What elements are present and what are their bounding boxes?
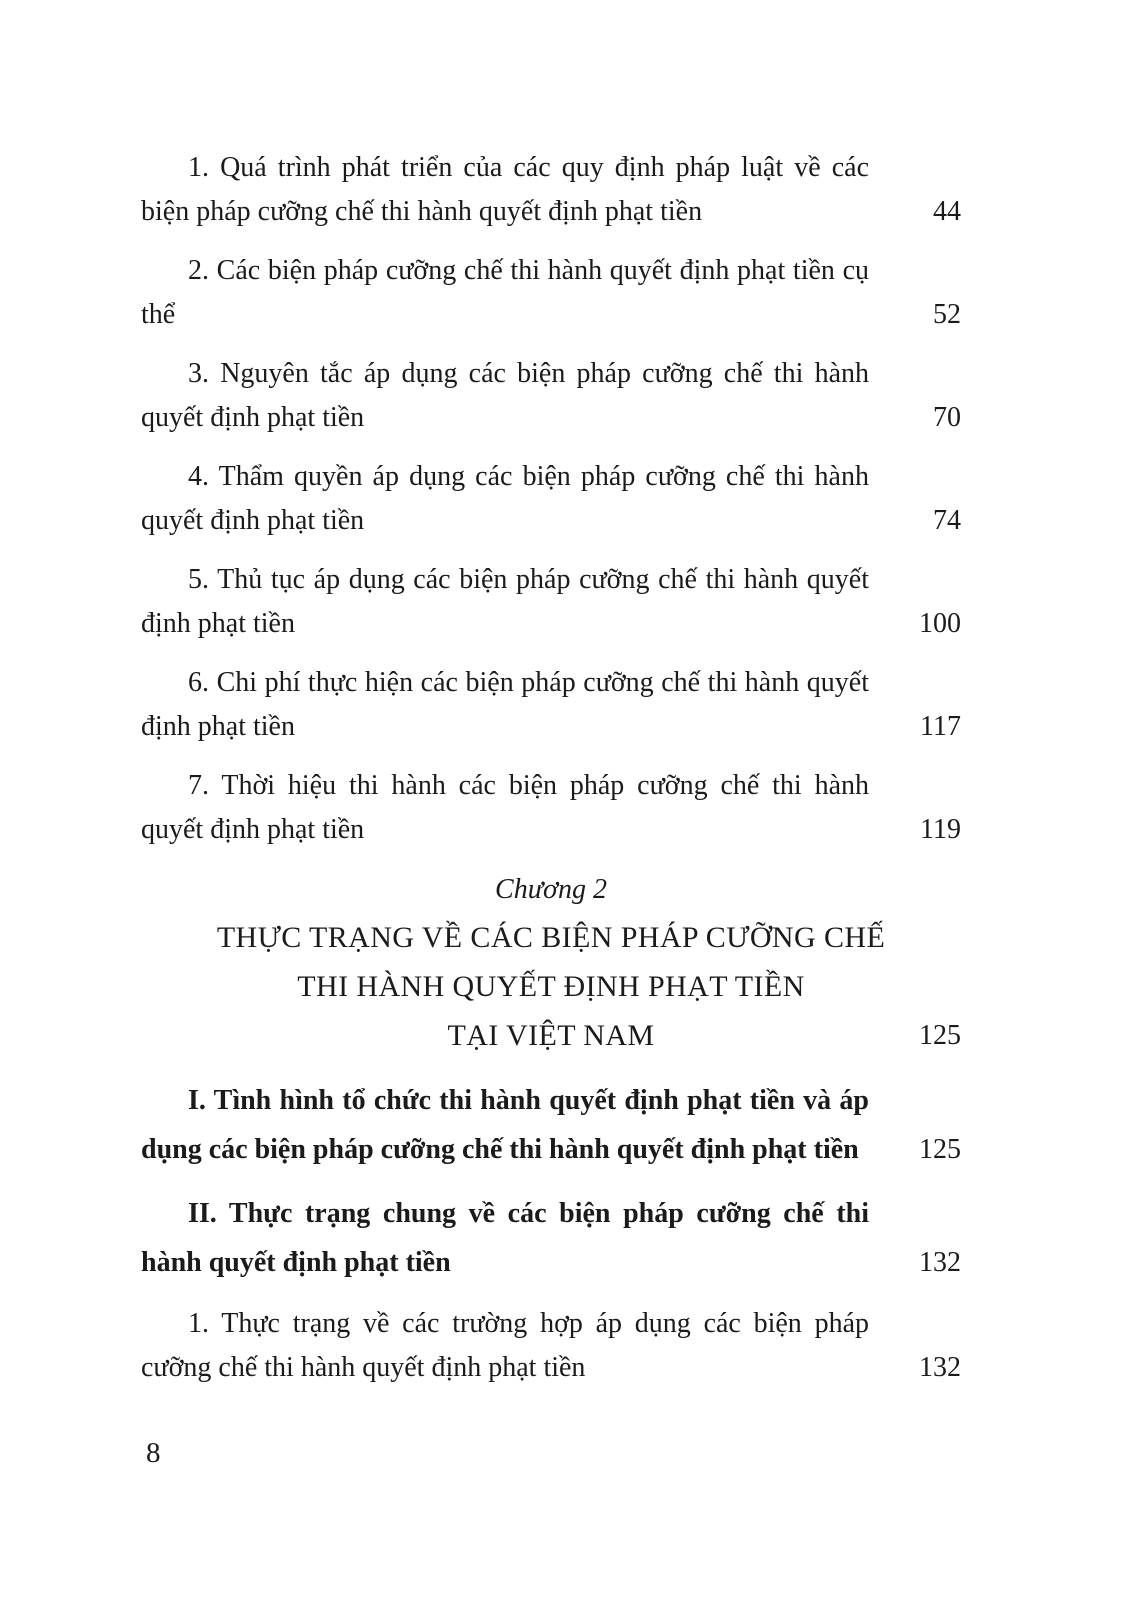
toc-entry-page-number: 74 [933, 505, 961, 536]
toc-entry-4 [141, 455, 961, 543]
toc-entry-page-number: 132 [919, 1352, 961, 1383]
toc-section-II [141, 1189, 961, 1287]
toc-entry-page-number: 52 [933, 299, 961, 330]
toc-entry-text: I. Tình hình tổ chức thi hành quyết định phạt tiền và áp dụng các biện pháp cưỡng chế thi hành quyết định phạt tiền [141, 1085, 869, 1165]
chapter-label: Chương 2 [495, 874, 607, 905]
toc-entry-6 [141, 661, 961, 749]
toc-entry-page-number: 44 [933, 196, 961, 227]
toc-entry-text: 2. Các biện pháp cưỡng chế thi hành quyết định phạt tiền cụ thể [141, 255, 869, 330]
chapter-title-line-3 [141, 1011, 961, 1060]
toc-entry-text: II. Thực trạng chung về các biện pháp cưỡng chế thi hành quyết định phạt tiền [141, 1198, 869, 1278]
table-of-contents [141, 146, 961, 1405]
toc-entry-page-number: 100 [919, 608, 961, 639]
toc-entry-text: 6. Chi phí thực hiện các biện pháp cưỡng chế thi hành quyết định phạt tiền [141, 667, 869, 742]
chapter-title-line-2: THI HÀNH QUYẾT ĐỊNH PHẠT TIỀN [297, 970, 805, 1003]
toc-subsection-1 [141, 1302, 961, 1390]
toc-entry-text: 1. Quá trình phát triển của các quy định pháp luật về các biện pháp cưỡng chế thi hành quyết định phạt tiền [141, 152, 869, 227]
toc-section-I [141, 1076, 961, 1174]
toc-entry-1 [141, 146, 961, 234]
chapter-page-number: 125 [919, 1020, 961, 1051]
toc-entry-text: 7. Thời hiệu thi hành các biện pháp cưỡng chế thi hành quyết định phạt tiền [141, 770, 869, 845]
toc-entry-3 [141, 352, 961, 440]
toc-entry-2 [141, 249, 961, 337]
toc-entry-text: 4. Thẩm quyền áp dụng các biện pháp cưỡng chế thi hành quyết định phạt tiền [141, 461, 869, 536]
toc-entry-page-number: 125 [919, 1134, 961, 1165]
chapter-title-text: TẠI VIỆT NAM [447, 1019, 655, 1052]
toc-entry-text: 3. Nguyên tắc áp dụng các biện pháp cưỡng chế thi hành quyết định phạt tiền [141, 358, 869, 433]
toc-entry-text: 5. Thủ tục áp dụng các biện pháp cưỡng chế thi hành quyết định phạt tiền [141, 564, 869, 639]
toc-entry-7 [141, 764, 961, 852]
toc-entry-page-number: 119 [920, 814, 961, 845]
toc-entry-page-number: 117 [920, 711, 961, 742]
toc-entry-page-number: 70 [933, 402, 961, 433]
toc-entry-5 [141, 558, 961, 646]
chapter-heading [141, 867, 961, 1060]
toc-entry-page-number: 132 [919, 1247, 961, 1278]
chapter-title-line-1: THỰC TRẠNG VỀ CÁC BIỆN PHÁP CƯỠNG CHẾ [216, 921, 886, 954]
page-number: 8 [146, 1437, 161, 1469]
toc-entry-text: 1. Thực trạng về các trường hợp áp dụng các biện pháp cưỡng chế thi hành quyết định phạt tiền [141, 1308, 869, 1383]
